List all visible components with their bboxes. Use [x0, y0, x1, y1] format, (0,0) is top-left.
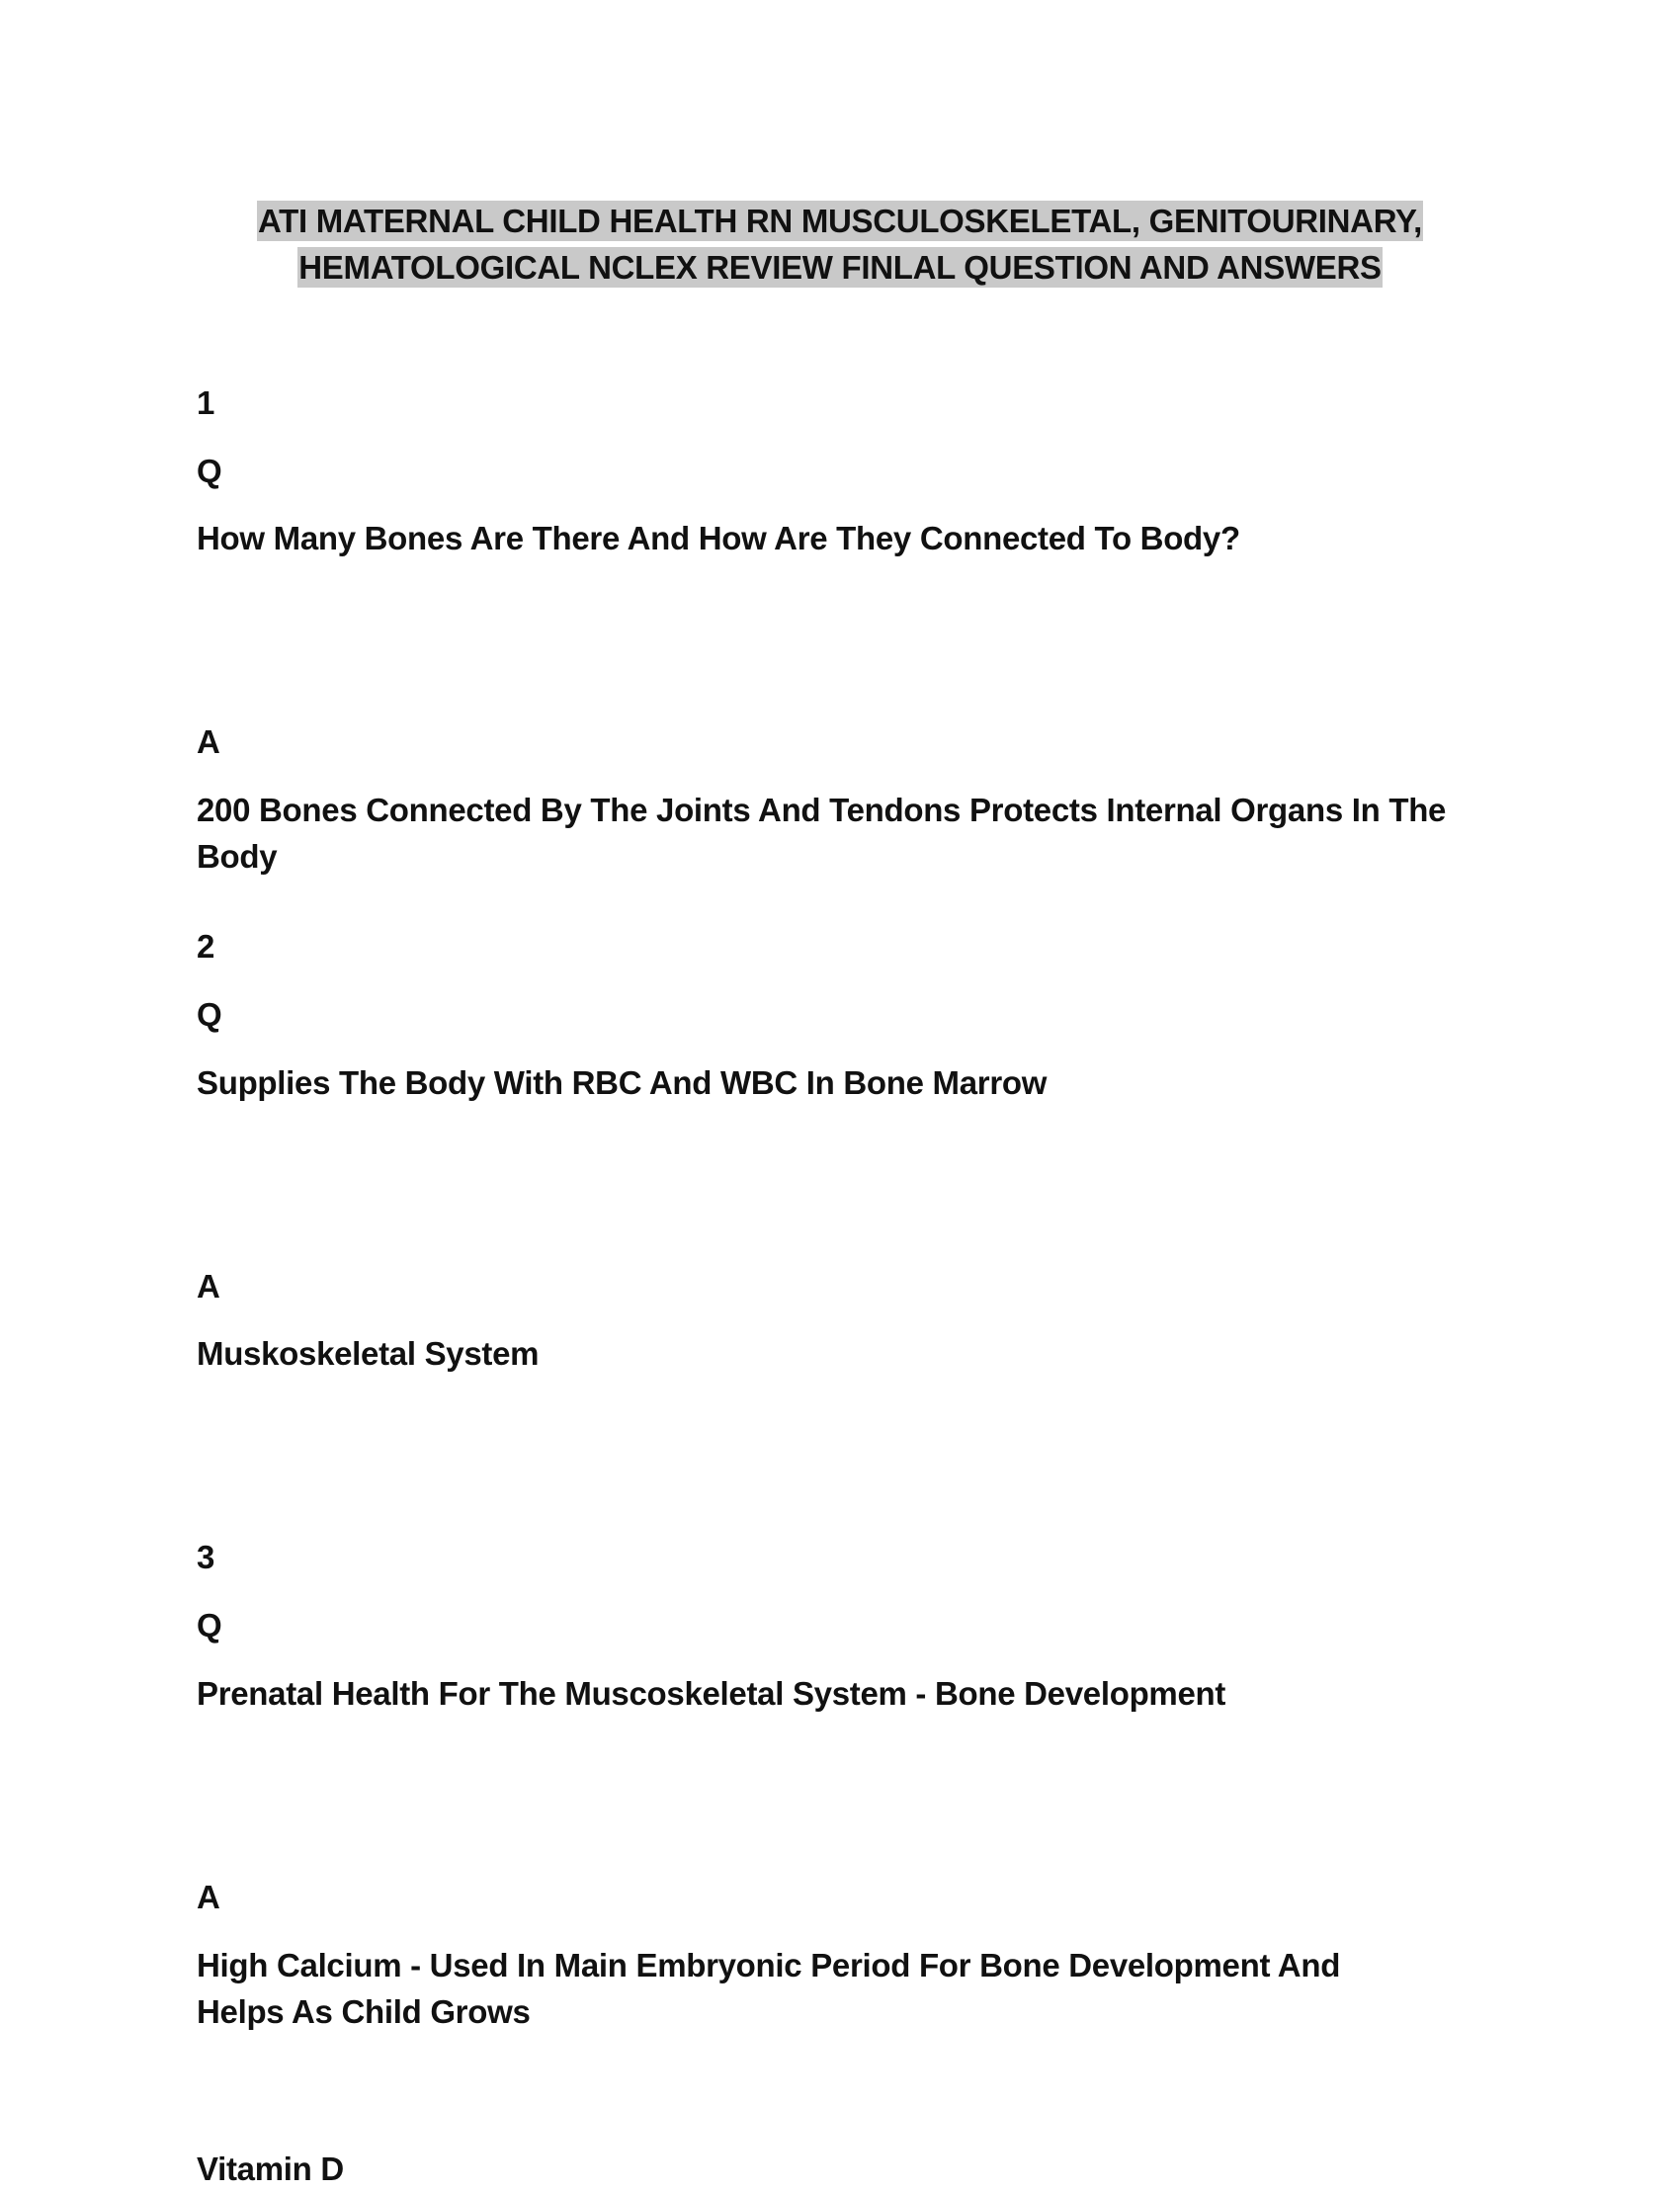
question-text: Prenatal Health For The Muscoskeletal System - Bone Development: [197, 1675, 1226, 1712]
question-text: Supplies The Body With RBC And WBC In Bone Marrow: [197, 1064, 1048, 1101]
answer-text-line: 200 Bones Connected By The Joints And Tendons Protects Internal Organs In The: [197, 792, 1447, 828]
answer-text-line: High Calcium - Used In Main Embryonic Period For Bone Development And: [197, 1947, 1341, 1983]
answer-label: A: [197, 1879, 220, 1915]
document-title: [198, 198, 1482, 291]
question-text: How Many Bones Are There And How Are They Connected To Body?: [197, 520, 1240, 556]
title-line-1: ATI MATERNAL CHILD HEALTH RN MUSCULOSKELETAL, GENITOURINARY,: [258, 203, 1422, 239]
answer-label: A: [197, 1268, 220, 1305]
item-number: 2: [197, 928, 215, 965]
question-label: Q: [197, 996, 222, 1033]
answer-text-line: Helps As Child Grows: [197, 1993, 531, 2030]
answer-label: A: [197, 723, 220, 760]
question-label: Q: [197, 1607, 222, 1644]
question-label: Q: [197, 453, 222, 489]
answer-extra-text: Vitamin D: [197, 2150, 344, 2187]
item-number: 3: [197, 1539, 215, 1575]
item-number: 1: [197, 384, 215, 421]
answer-text-line: Body: [197, 838, 278, 875]
answer-text-line: Muskoskeletal System: [197, 1335, 540, 1372]
title-line-2: HEMATOLOGICAL NCLEX REVIEW FINLAL QUESTION AND ANSWERS: [298, 249, 1382, 286]
